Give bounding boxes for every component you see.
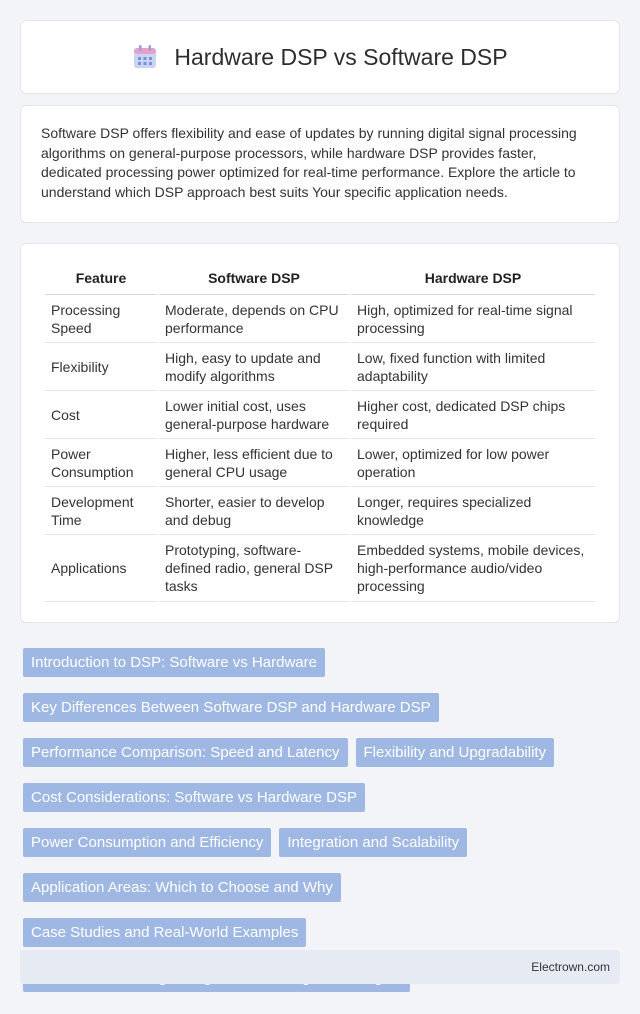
- table-cell: Longer, requires specialized knowledge: [351, 487, 595, 535]
- table-cell: Applications: [45, 535, 157, 602]
- table-cell: Prototyping, software-defined radio, general DSP tasks: [159, 535, 349, 602]
- table-cell: Moderate, depends on CPU performance: [159, 295, 349, 343]
- table-row: [45, 439, 595, 487]
- header-feature: Feature: [45, 262, 157, 295]
- calendar-icon: [132, 44, 158, 70]
- intro-text: Software DSP offers flexibility and ease of updates by running digital signal processing algorithms on general-purpose processors, while hardware DSP provides faster, dedicated processing power optimized for real-time performance. Explore the article to understand which DSP approach best suits Your specific application needs.: [41, 125, 577, 200]
- footer: [20, 950, 620, 984]
- table-cell: Higher cost, dedicated DSP chips required: [351, 391, 595, 439]
- table-cell: Cost: [45, 391, 157, 439]
- intro-card: [20, 105, 620, 223]
- table-row: [45, 391, 595, 439]
- table-cell: Shorter, easier to develop and debug: [159, 487, 349, 535]
- topic-link-case-studies[interactable]: Case Studies and Real-World Examples: [23, 918, 306, 947]
- topic-link-cost[interactable]: Cost Considerations: Software vs Hardware DSP: [23, 783, 365, 812]
- topic-link-key-differences[interactable]: Key Differences Between Software DSP and Hardware DSP: [23, 693, 439, 722]
- table-cell: Power Consumption: [45, 439, 157, 487]
- table-cell: Lower initial cost, uses general-purpose hardware: [159, 391, 349, 439]
- table-row: [45, 343, 595, 391]
- comparison-table: [43, 262, 597, 602]
- title-wrap: [132, 44, 507, 71]
- table-cell: Embedded systems, mobile devices, high-performance audio/video processing: [351, 535, 595, 602]
- comparison-table-card: [20, 243, 620, 623]
- table-cell: Development Time: [45, 487, 157, 535]
- table-row: [45, 487, 595, 535]
- table-cell: High, optimized for real-time signal processing: [351, 295, 595, 343]
- table-cell: Flexibility: [45, 343, 157, 391]
- header-hardware-dsp: Hardware DSP: [351, 262, 595, 295]
- table-cell: Higher, less efficient due to general CPU usage: [159, 439, 349, 487]
- table-cell: Lower, optimized for low power operation: [351, 439, 595, 487]
- topic-link-introduction[interactable]: Introduction to DSP: Software vs Hardware: [23, 648, 325, 677]
- table-row: [45, 535, 595, 602]
- table-cell: Low, fixed function with limited adaptability: [351, 343, 595, 391]
- header-software-dsp: Software DSP: [159, 262, 349, 295]
- table-header-row: [45, 262, 595, 295]
- topic-links: [23, 648, 617, 992]
- table-cell: High, easy to update and modify algorithms: [159, 343, 349, 391]
- page-title: Hardware DSP vs Software DSP: [174, 43, 508, 70]
- footer-brand[interactable]: Electrown.com: [531, 960, 610, 974]
- topic-link-integration[interactable]: Integration and Scalability: [279, 828, 467, 857]
- table-row: [45, 295, 595, 343]
- topic-link-power[interactable]: Power Consumption and Efficiency: [23, 828, 271, 857]
- topic-link-performance[interactable]: Performance Comparison: Speed and Latency: [23, 738, 348, 767]
- title-card: [20, 20, 620, 94]
- topic-link-application-areas[interactable]: Application Areas: Which to Choose and Why: [23, 873, 341, 902]
- topic-link-flexibility[interactable]: Flexibility and Upgradability: [356, 738, 555, 767]
- table-cell: Processing Speed: [45, 295, 157, 343]
